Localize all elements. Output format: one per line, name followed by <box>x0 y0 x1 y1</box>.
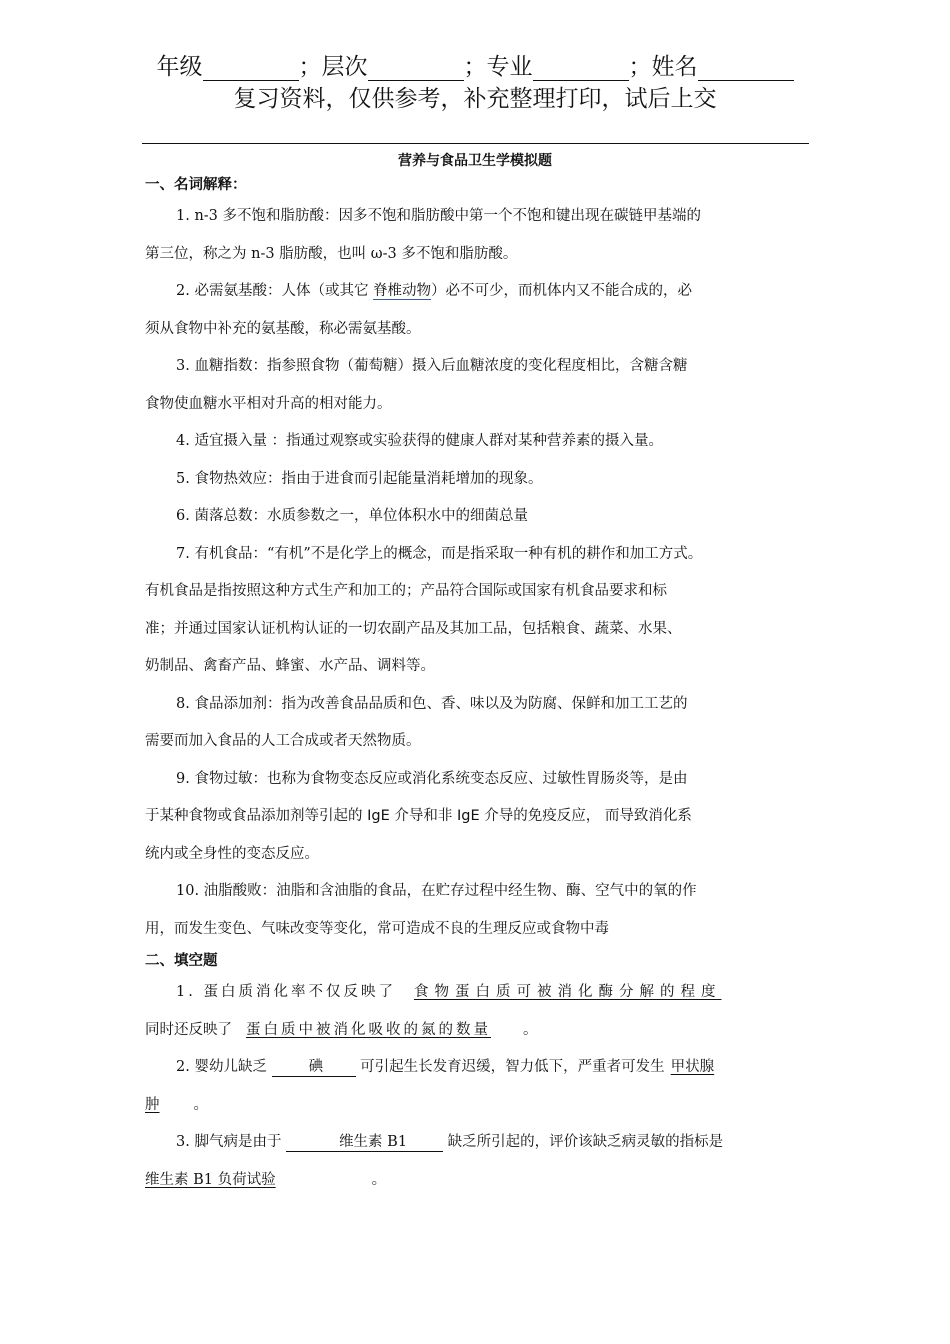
definition-line: 1. n-3 多不饱和脂肪酸：因多不饱和脂肪酸中第一个不饱和键出现在碳链甲基端的 <box>176 208 702 224</box>
definition-line: 有机食品是指按照这种方式生产和加工的；产品符合国际或国家有机食品要求和标 <box>145 583 667 599</box>
definition-line: 用，而发生变色、气味改变等变化，常可造成不良的生理反应或食物中毒 <box>145 920 609 937</box>
grade-label: 年级 <box>156 54 203 80</box>
fill-question-line <box>145 1124 805 1162</box>
question-text: 1. 蛋白质消化率不仅反映了 <box>176 984 396 1000</box>
ige-term: IgE <box>367 808 390 824</box>
definition-line: 10. 油脂酸败：油脂和含油脂的食品，在贮存过程中经生物、酶、空气中的氧的作 <box>176 883 697 899</box>
text-span: 介导的免疫反应， 而导致消化系 <box>479 808 692 824</box>
ige-term: IgE <box>456 808 480 824</box>
definition-line: 需要而加入食品的人工合成或者天然物质。 <box>145 733 421 749</box>
section-heading-fill-in: 二、填空题 <box>145 952 218 969</box>
question-text: 缺乏所引起的，评价该缺乏病灵敏的指标是 <box>443 1134 724 1150</box>
name-blank[interactable] <box>698 58 794 81</box>
header-divider <box>142 143 809 144</box>
definition-line: 第三位，称之为 n-3 脂肪酸，也叫 ω-3 多不饱和脂肪酸。 <box>145 245 518 262</box>
vertebrate-link[interactable]: 脊椎动物 <box>373 283 432 299</box>
fill-question-line <box>145 974 805 1012</box>
fill-question-line <box>145 1162 805 1200</box>
level-label: 层次 <box>321 54 368 80</box>
fill-question-line <box>145 1012 805 1050</box>
answer-fill[interactable]: 甲状腺 <box>670 1059 715 1075</box>
student-info-line <box>0 48 950 81</box>
major-blank[interactable] <box>533 58 629 81</box>
question-text: 同时还反映了 <box>145 1021 232 1038</box>
text-span: ）必不可少，而机体内又不能合成的，必 <box>431 283 693 299</box>
text-span: 于某种食物或食品添加剂等引起的 <box>145 808 368 824</box>
document-body <box>145 172 805 1199</box>
question-text: 可引起生长发育迟缓，智力低下，严重者可发生 <box>355 1059 665 1075</box>
text-span: 2. 必需氨基酸：人体（或其它 <box>176 283 374 299</box>
definition-line: 9. 食物过敏：也称为食物变态反应或消化系统变态反应、过敏性胃肠炎等，是由 <box>176 770 688 787</box>
punctuation: 。 <box>371 1171 387 1188</box>
question-text: 2. 婴幼儿缺乏 <box>176 1059 272 1075</box>
definition-line: 8. 食品添加剂：指为改善食品品质和色、香、味以及为防腐、保鲜和加工工艺的 <box>176 695 688 712</box>
separator: ； <box>298 54 322 80</box>
text-span: 介导和非 <box>389 808 457 824</box>
fill-question-line <box>145 1049 805 1087</box>
answer-fill[interactable]: 碘 <box>272 1058 356 1077</box>
definition-line: 6. 菌落总数：水质参数之一，单位体积水中的细菌总量 <box>176 508 528 524</box>
question-text: 3. 脚气病是由于 <box>176 1134 287 1150</box>
definition-line: 5. 食物热效应：指由于进食而引起能量消耗增加的现象。 <box>176 470 543 487</box>
separator: ； <box>628 54 652 80</box>
definition-line: 奶制品、禽畜产品、蜂蜜、水产品、调料等。 <box>145 658 435 674</box>
fill-question-line <box>145 1087 805 1125</box>
answer-fill[interactable]: 食物蛋白质可被消化酶分解的程度 <box>413 984 722 1000</box>
definition-line: 准；并通过国家认证机构认证的一切农副产品及其加工品，包括粮食、蔬菜、水果、 <box>145 620 682 637</box>
section-heading-definitions: 一、名词解释： <box>145 176 247 193</box>
notice-line: 复习资料，仅供参考，补充整理打印，试后上交 <box>233 86 717 112</box>
definition-line: 统内或全身性的变态反应。 <box>145 845 319 862</box>
major-label: 专业 <box>486 54 533 80</box>
name-label: 姓名 <box>651 54 698 80</box>
answer-fill-continued[interactable]: 肿 <box>145 1096 160 1113</box>
answer-fill[interactable]: 维生素 B1 负荷试验 <box>145 1171 276 1188</box>
definition-line: 食物使血糖水平相对升高的相对能力。 <box>145 395 392 412</box>
definition-line: 4. 适宜摄入量 ：指通过观察或实验获得的健康人群对某种营养素的摄入量。 <box>176 433 664 449</box>
answer-fill[interactable]: 蛋白质中被消化吸收的氮的数量 <box>246 1021 491 1038</box>
separator: ； <box>463 54 487 80</box>
definition-line <box>145 273 805 311</box>
definition-line: 须从食物中补充的氨基酸，称必需氨基酸。 <box>145 320 421 337</box>
document-title: 营养与食品卫生学模拟题 <box>398 153 552 169</box>
definition-line: 3. 血糖指数：指参照食物（葡萄糖）摄入后血糖浓度的变化程度相比，含糖含糖 <box>176 358 688 374</box>
definition-line <box>145 798 805 836</box>
definition-line: 7. 有机食品：“有机”不是化学上的概念，而是指采取一种有机的耕作和加工方式。 <box>176 545 703 562</box>
grade-blank[interactable] <box>203 58 299 81</box>
punctuation: 。 <box>523 1021 538 1038</box>
level-blank[interactable] <box>368 58 464 81</box>
answer-fill[interactable]: 维生素 B1 <box>286 1133 443 1152</box>
punctuation: 。 <box>193 1096 208 1113</box>
